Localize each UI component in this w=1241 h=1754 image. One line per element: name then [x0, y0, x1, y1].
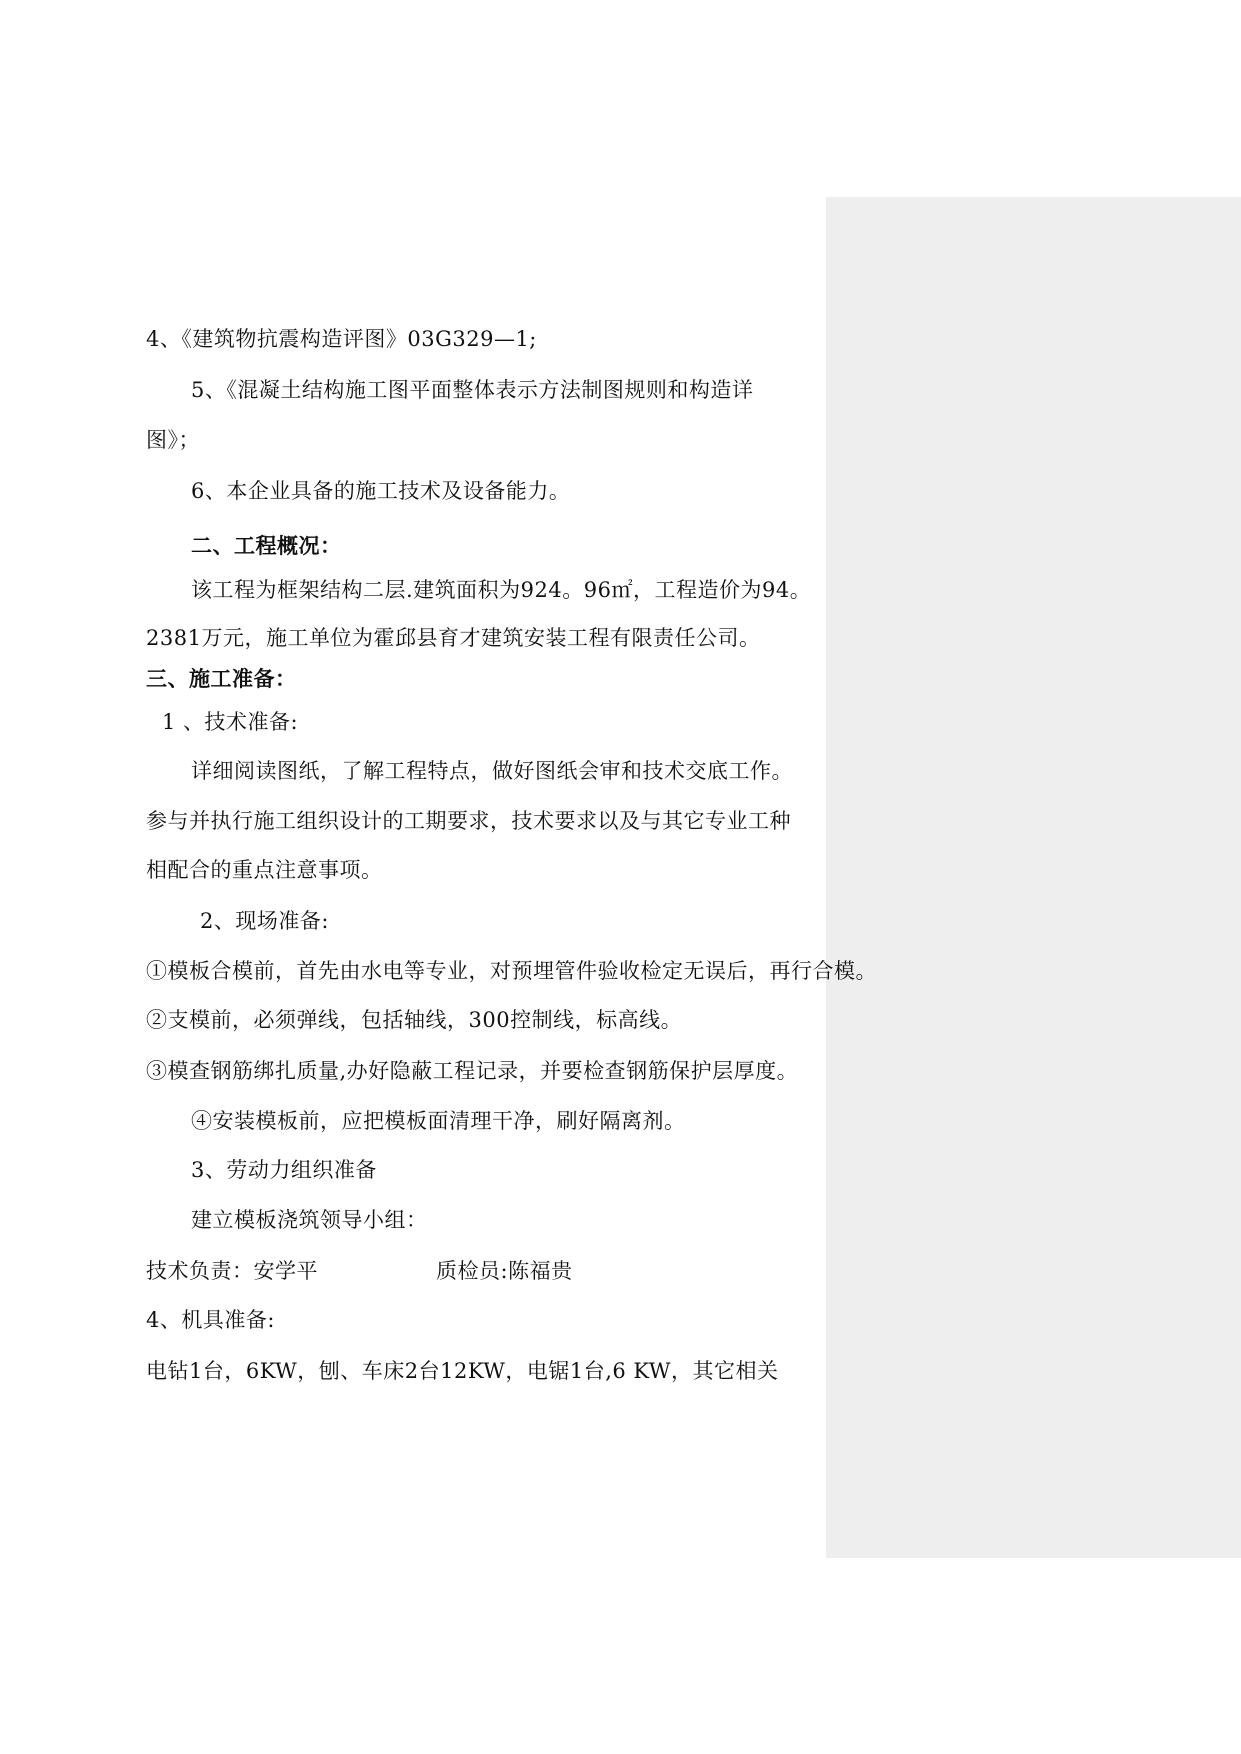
subsection-heading: 3、劳动力组织准备: [191, 1158, 377, 1182]
text-line: ③模查钢筋绑扎质量,办好隐蔽工程记录，并要检查钢筋保护层厚度。: [146, 1059, 799, 1083]
text-line: ②支模前，必须弹线，包括轴线，300控制线，标高线。: [146, 1008, 683, 1032]
subsection-heading: 1 、技术准备:: [162, 710, 299, 734]
text-line: 参与并执行施工组织设计的工期要求，技术要求以及与其它专业工种: [146, 809, 791, 833]
text-line: 该工程为框架结构二层.建筑面积为924。96㎡，工程造价为94。: [191, 578, 812, 602]
text-line: 详细阅读图纸，了解工程特点，做好图纸会审和技术交底工作。: [191, 759, 793, 783]
text-line: 建立模板浇筑领导小组：: [191, 1208, 428, 1232]
comment-margin-pane: [826, 197, 1241, 1558]
text-line: ①模板合模前，首先由水电等专业，对预埋管件验收检定无误后，再行合模。: [146, 959, 877, 983]
tech-lead-label: 技术负责：安学平: [146, 1259, 318, 1283]
section-heading: 三、施工准备：: [146, 666, 297, 691]
subsection-heading: 2、现场准备:: [200, 909, 329, 933]
text-line: 2381万元，施工单位为霍邱县育才建筑安装工程有限责任公司。: [146, 626, 761, 650]
quality-inspector-label: 质检员:陈福贵: [436, 1259, 573, 1283]
text-line: 6、本企业具备的施工技术及设备能力。: [191, 479, 571, 503]
subsection-heading: 4、机具准备:: [146, 1308, 275, 1332]
text-line: ④安装模板前，应把模板面清理干净，刷好隔离剂。: [191, 1109, 686, 1133]
section-heading: 二、工程概况：: [191, 533, 342, 558]
text-line: 相配合的重点注意事项。: [146, 858, 383, 882]
text-line: [146, 1256, 573, 1286]
text-line: 电钻1台，6KW，刨、车床2台12KW，电锯1台,6 KW，其它相关: [146, 1359, 779, 1383]
text-line: 4、《建筑物抗震构造评图》03G329—1;: [146, 327, 537, 351]
text-line: 5、《混凝土结构施工图平面整体表示方法制图规则和构造详: [191, 378, 754, 402]
text-line: 图》；: [146, 428, 200, 452]
